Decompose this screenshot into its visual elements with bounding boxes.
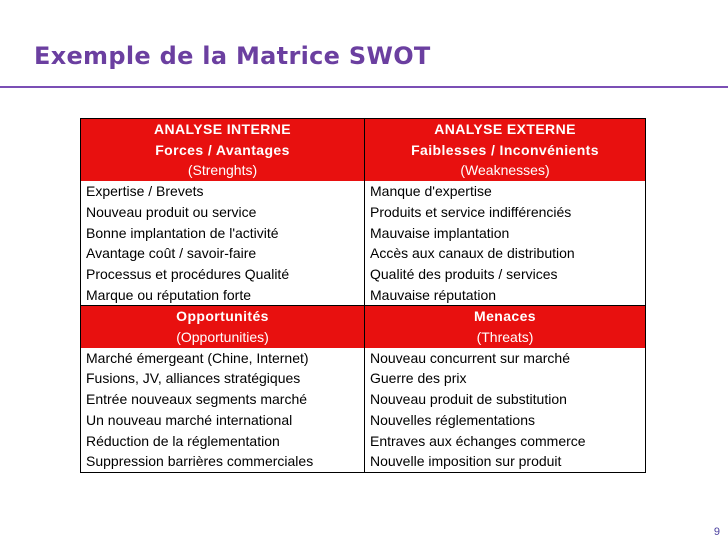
- section1-title-row: [81, 140, 646, 161]
- table-row: [81, 223, 646, 244]
- opportunity-item: Un nouveau marché international: [81, 410, 365, 431]
- strength-item: Marque ou réputation forte: [81, 285, 365, 306]
- table-row: [81, 243, 646, 264]
- page-number: 9: [713, 526, 720, 538]
- weakness-item: Qualité des produits / services: [365, 264, 646, 285]
- table-row: [81, 410, 646, 431]
- strengths-subtitle: (Strenghts): [81, 160, 365, 181]
- threat-item: Nouvelles réglementations: [365, 410, 646, 431]
- threat-item: Nouveau concurrent sur marché: [365, 348, 646, 369]
- threat-item: Guerre des prix: [365, 368, 646, 389]
- opportunities-subtitle: (Opportunities): [81, 327, 365, 348]
- weaknesses-subtitle: (Weaknesses): [365, 160, 646, 181]
- weakness-item: Produits et service indifférenciés: [365, 202, 646, 223]
- slide-title: Exemple de la Matrice SWOT: [34, 42, 431, 70]
- table-row: [81, 348, 646, 369]
- swot-table: [80, 118, 646, 473]
- strength-item: Expertise / Brevets: [81, 181, 365, 202]
- opportunity-item: Suppression barrières commerciales: [81, 451, 365, 472]
- analysis-header-row: [81, 119, 646, 140]
- table-row: [81, 451, 646, 472]
- strength-item: Nouveau produit ou service: [81, 202, 365, 223]
- opportunity-item: Réduction de la réglementation: [81, 431, 365, 452]
- section1-subtitle-row: [81, 160, 646, 181]
- opportunity-item: Fusions, JV, alliances stratégiques: [81, 368, 365, 389]
- weakness-item: Mauvaise réputation: [365, 285, 646, 306]
- threat-item: Entraves aux échanges commerce: [365, 431, 646, 452]
- strength-item: Avantage coût / savoir-faire: [81, 243, 365, 264]
- strengths-title: Forces / Avantages: [81, 140, 365, 161]
- table-row: [81, 181, 646, 202]
- internal-analysis-header: ANALYSE INTERNE: [81, 119, 365, 140]
- strength-item: Bonne implantation de l'activité: [81, 223, 365, 244]
- table-row: [81, 431, 646, 452]
- threats-title: Menaces: [365, 306, 646, 327]
- table-row: [81, 368, 646, 389]
- threat-item: Nouvelle imposition sur produit: [365, 451, 646, 472]
- section2-title-row: [81, 306, 646, 327]
- opportunities-title: Opportunités: [81, 306, 365, 327]
- threat-item: Nouveau produit de substitution: [365, 389, 646, 410]
- table-row: [81, 285, 646, 306]
- table-row: [81, 264, 646, 285]
- weaknesses-title: Faiblesses / Inconvénients: [365, 140, 646, 161]
- opportunity-item: Entrée nouveaux segments marché: [81, 389, 365, 410]
- opportunity-item: Marché émergeant (Chine, Internet): [81, 348, 365, 369]
- table-row: [81, 202, 646, 223]
- threats-subtitle: (Threats): [365, 327, 646, 348]
- weakness-item: Mauvaise implantation: [365, 223, 646, 244]
- external-analysis-header: ANALYSE EXTERNE: [365, 119, 646, 140]
- section2-subtitle-row: [81, 327, 646, 348]
- table-row: [81, 389, 646, 410]
- weakness-item: Accès aux canaux de distribution: [365, 243, 646, 264]
- title-divider: [0, 86, 728, 88]
- weakness-item: Manque d'expertise: [365, 181, 646, 202]
- strength-item: Processus et procédures Qualité: [81, 264, 365, 285]
